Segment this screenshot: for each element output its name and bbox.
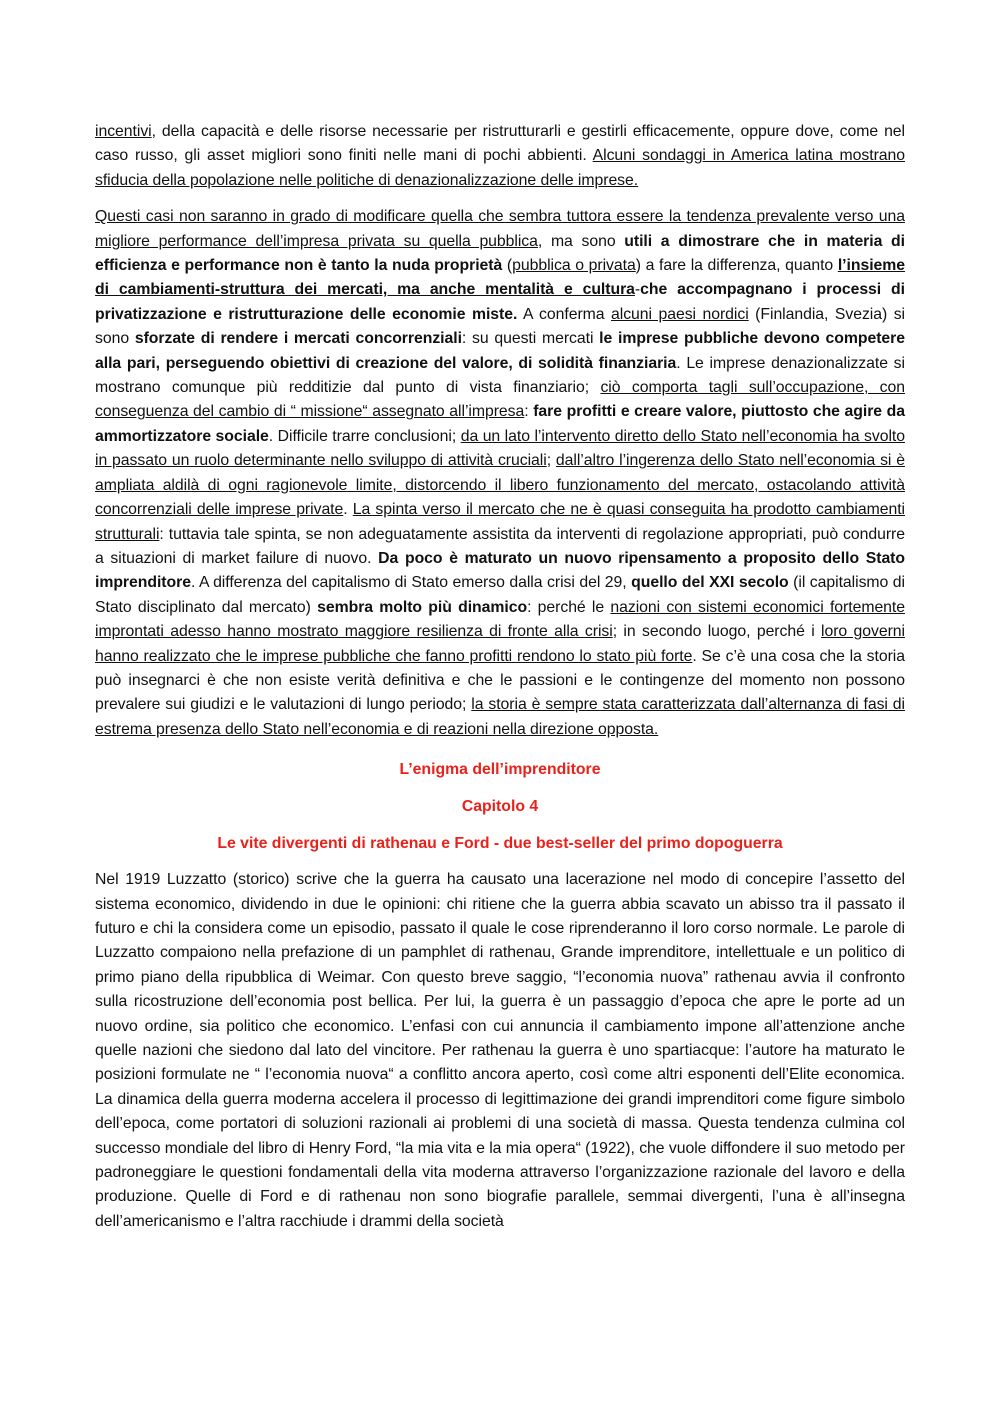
chapter-title: Le vite divergenti di rathenau e Ford - due best-seller del primo dopoguerra [217,835,783,853]
bold-text: utili a dimostrare che in materia di efficienza e performance non è tanto la nuda proprietà [95,232,905,275]
text-run: . A differenza del capitalismo di Stato emerso dalla crisi del 29, [190,574,632,592]
text-run: ( [502,257,513,275]
text-run: . Difficile trarre conclusioni; [268,427,461,445]
underlined-text: Alcuni sondaggi in America latina mostrano sfiducia della popolazione nelle politiche di denazionalizzazione delle imprese. [95,147,905,189]
section-heading: L’enigma dell’imprenditore [399,761,601,779]
bold-text: che accompagnano i processi di privatizzazione e ristrutturazione delle economie miste. [95,281,905,323]
text-run: - [634,281,641,299]
underlined-text: da un lato l’intervento diretto dello Stato nell’economia ha svolto in passato un ruolo determinante nello sviluppo di attività cruciali [95,427,905,470]
text-run: (il capitalismo di Stato disciplinato dal mercato) [95,574,905,616]
underlined-text: alcuni paesi nordici [611,305,749,323]
text-run: : su questi mercati [461,330,600,348]
text-run: (Finlandia, Svezia) si sono [95,305,906,348]
underlined-text: ciò comporta tagli sull’occupazione, con conseguenza del cambio di “ missione“ assegnato all’impresa [95,379,906,421]
text-run: ) a fare la differenza, quanto [635,257,838,275]
underlined-text: nazioni con sistemi economici fortemente improntati adesso hanno mostrato maggiore resilienza di fronte alla crisi [95,598,905,641]
text-run: : perché le [527,598,611,616]
underlined-text: incentivi [95,123,152,140]
bold-text: sforzate di rendere i mercati concorrenziali [134,330,462,348]
bold-text: quello del XXI secolo [631,574,789,592]
underlined-text: pubblica o privata [512,257,636,275]
text-run: ; in secondo luogo, perché i [612,623,822,641]
text-run: . [343,501,353,519]
text-run: : [524,403,534,421]
text-run: . Le imprese denazionalizzate si mostrano comunque più redditizie dal punto di vista finanziario; [95,354,905,397]
text-run: ; [546,452,556,470]
bold-text: fare profitti e creare valore, piuttosto che agire da ammortizzatore sociale [95,403,905,445]
underlined-text: La spinta verso il mercato che ne è quasi conseguita ha prodotto cambiamenti strutturali [95,501,905,543]
paragraph-state-enterprise [95,205,905,742]
text-run: , ma sono [537,232,625,250]
chapter-heading: Capitolo 4 [461,798,539,816]
text-run: : tuttavia tale spinta, se non adeguatamente assistita da interventi di regolazione appropriati, può condurre a situazioni di market failure di nuovo. [95,525,905,567]
bold-text: le imprese pubbliche devono competere alla pari, perseguendo obiettivi di creazione del valore, di solidità finanziaria [95,330,905,372]
bold-text: sembra molto più dinamico [317,598,528,616]
page-content [95,120,905,1234]
underlined-text: loro governi hanno realizzato che le imprese pubbliche che fanno profitti rendono lo stato più forte [95,623,905,665]
text-run: A conferma [517,305,612,323]
text-run: . Se c’è una cosa che la storia può insegnarci è che non esiste verità definitiva e che le passioni e le contingenze del momento non possono prevalere sui giudizi e le valutazioni di lungo periodo; [95,647,905,714]
paragraph-rathenau-ford: Nel 1919 Luzzatto (storico) scrive che la guerra ha causato una lacerazione nel modo di concepire l’assetto del sistema economico, dividendo in due le opinioni: chi ritiene che la guerra abbia scavato un abisso tra il passato il futuro e chi la considera come un episodio, passato il quale le cose riprenderanno il loro corso normale. Le parole di Luzzatto compaiono nella prefazione di un pamphlet di rathenau, Grande imprenditore, intellettuale e un politico di primo piano della ripubblica di Weimar. Con questo breve saggio, “l’economia nuova” rathenau avvia il confronto sulla ricostruzione dell’economia post bellica. Per lui, la guerra è un passaggio d’epoca che apre le porte ad un nuovo ordine, sia politico che economico. L’enfasi con cui annuncia il cambiamento impone all’attenzione anche quelle nazioni che siedono dal lato del vincitore. Per rathenau la guerra è uno spartiacque: l’autore ha maturato le posizioni formulate ne “ l’economia nuova“ a conflitto ancora aperto, così come altri esponenti dell’Elite economica. La dinamica della guerra moderna accelera il processo di legittimazione dei grandi imprenditori come figure simbolo dell’epoca, come portatori di soluzioni razionali ai problemi di una società di massa. Questa tendenza culmina col successo mondiale del libro di Henry Ford, “la mia vita e la mia opera“ (1922), che vuole diffondere il suo metodo per padroneggiare le questioni fondamentali della vita moderna attraverso l’organizzazione razionale del lavoro e della produzione. Quelle di Ford e di rathenau non sono biografie parallele, semmai divergenti, l’una è all’insegna dell’americanismo e l’altra racchiude i drammi della società [95,871,905,1230]
bold-text: Da poco è maturato un nuovo ripensamento a proposito dello Stato imprenditore [95,549,905,592]
underlined-text: Questi casi non saranno in grado di modificare quella che sembra tuttora essere la tendenza prevalente verso una migliore performance dell’impresa privata su quella pubblica [95,208,905,250]
underlined-text: la storia è sempre stata caratterizzata dall’alternanza di fasi di estrema presenza dello Stato nell’economia e di reazioni nella direzione opposta. [95,696,905,738]
paragraph-privatization-intro [95,120,905,193]
underlined-text: dall’altro l’ingerenza dello Stato nell’economia si è ampliata aldilà di ogni ragionevole limite, distorcendo il libero funzionamento del mercato, ostacolando attività concorrenziali delle imprese private [95,452,905,519]
bold-underlined-text: l’insieme di cambiamenti-struttura dei mercati, ma anche mentalità e cultura [95,257,906,299]
text-run: , della capacità e delle risorse necessarie per ristrutturarli e gestirli efficacemente, oppure dove, come nel caso russo, gli asset migliori sono finiti nelle mani di pochi abbienti. [95,123,905,165]
